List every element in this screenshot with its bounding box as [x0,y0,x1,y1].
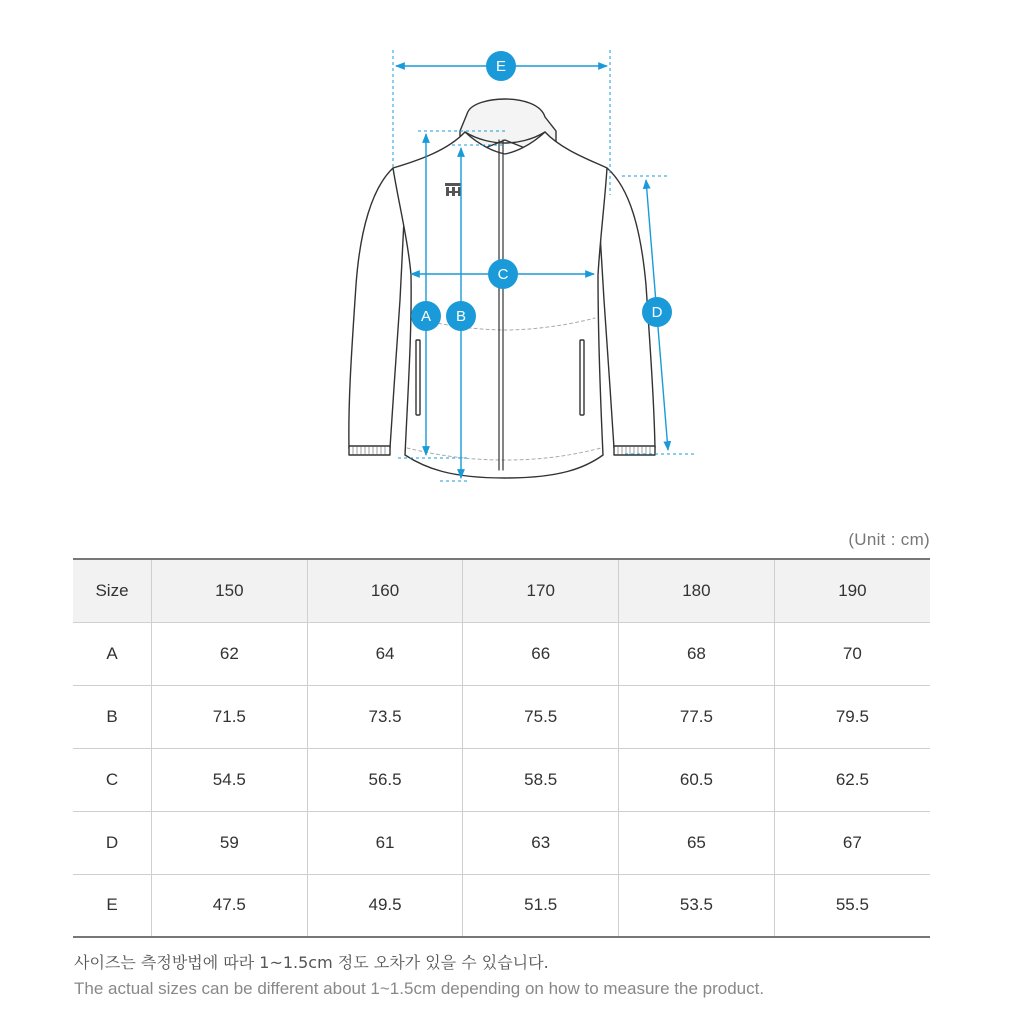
header-cell: 170 [463,559,619,622]
marker-a-label: A [420,308,432,325]
table-cell: 47.5 [152,874,308,937]
brand-logo-icon [445,183,461,196]
header-cell: 180 [619,559,775,622]
header-cell: 150 [152,559,308,622]
marker-d-label: D [651,304,663,321]
table-cell: 56.5 [307,748,463,811]
unit-label: (Unit : cm) [848,530,930,549]
table-cell: 55.5 [774,874,930,937]
marker-e-label: E [495,58,507,75]
table-cell: 71.5 [152,685,308,748]
table-row [73,685,930,748]
table-cell: 65 [619,811,775,874]
table-cell: 73.5 [307,685,463,748]
table-row [73,811,930,874]
marker-e [486,51,516,81]
marker-c [488,259,518,289]
table-header-row [73,559,930,622]
row-label: C [73,748,152,811]
table-cell: 62.5 [774,748,930,811]
table-cell: 67 [774,811,930,874]
marker-b-label: B [455,308,467,325]
header-cell: 160 [307,559,463,622]
table-cell: 66 [463,622,619,685]
row-label: E [73,874,152,937]
table-cell: 63 [463,811,619,874]
table-cell: 60.5 [619,748,775,811]
table-cell: 77.5 [619,685,775,748]
row-label: D [73,811,152,874]
table-cell: 59 [152,811,308,874]
table-cell: 62 [152,622,308,685]
header-cell: 190 [774,559,930,622]
table-cell: 61 [307,811,463,874]
table-cell: 79.5 [774,685,930,748]
row-label: A [73,622,152,685]
table-cell: 49.5 [307,874,463,937]
table-cell: 54.5 [152,748,308,811]
marker-c-label: C [497,266,509,283]
table-row [73,874,930,937]
table-cell: 70 [774,622,930,685]
table-cell: 53.5 [619,874,775,937]
marker-a [411,301,441,331]
table-row [73,622,930,685]
note-english: The actual sizes can be different about 1~1.5cm depending on how to measure the product. [74,979,765,998]
table-cell: 58.5 [463,748,619,811]
marker-b [446,301,476,331]
table-row [73,748,930,811]
note-korean: 사이즈는 측정방법에 따라 1~1.5cm 정도 오차가 있을 수 있습니다. [74,953,549,972]
table-cell: 51.5 [463,874,619,937]
size-table [73,558,930,938]
row-label: B [73,685,152,748]
table-cell: 75.5 [463,685,619,748]
header-cell: Size [73,559,152,622]
marker-d [642,297,672,327]
table-cell: 68 [619,622,775,685]
table-cell: 64 [307,622,463,685]
